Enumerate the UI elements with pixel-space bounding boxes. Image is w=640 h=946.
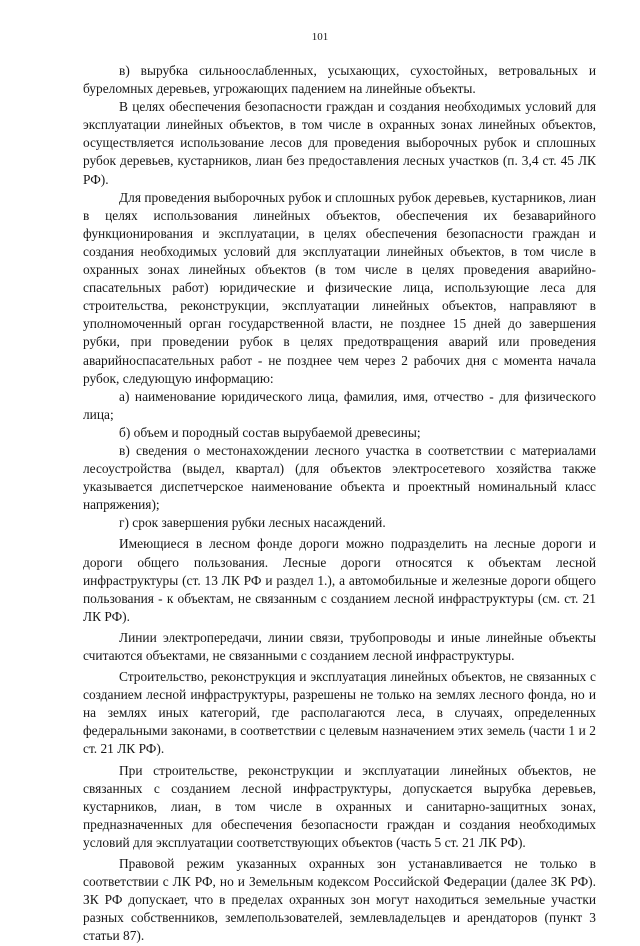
page-body [83,62,596,946]
paragraph-item-v-felling: в) вырубка сильноослабленных, усыхающих, сухостойных, ветровальных и буреломных деревьев, угрожающих падением на линейные объекты. [83,63,596,97]
paragraph-construction: Строительство, реконструкция и эксплуатация линейных объектов, не связанных с созданием лесной инфраструктуры, разрешены не только на землях лесного фонда, но и на землях иных категорий, где располагаются леса, в случаях, определенных федеральными законами, в соответствии с целевым назначением этих земель (части 1 и 2 ст. 21 ЛК РФ). [83,669,596,757]
paragraph-list-a: а) наименование юридического лица, фамилия, имя, отчество - для физического лица; [83,388,596,422]
paragraph-list-b: б) объем и породный состав вырубаемой древесины; [119,424,421,440]
paragraph-felling-procedure: Для проведения выборочных рубок и сплошных рубок деревьев, кустарников, лиан в целях использования линейных объектов, обеспечения их безаварийного функционирования и эксплуатации, в целях обеспечения безопасности граждан и создания необходимых условий для эксплуатации линейных объектов, в том числе в охранных зонах линейных объектов (в том числе в целях проведения аварийно-спасательных работ) юридические и физические лица, использующие леса для строительства, реконструкции, эксплуатации линейных объектов, направляют в уполномоченный орган государственной власти, не позднее 15 дней до завершения рубки, при проведении рубок в целях предотвращения аварий или проведения аварийноспасательных работ - не позднее чем через 2 рабочих дня с момента начала рубок, следующую информацию: [83,189,596,386]
paragraph-felling-allowed: При строительстве, реконструкции и эксплуатации линейных объектов, не связанных с созданием лесной инфраструктуры, допускается вырубка деревьев, кустарников, лиан, в том числе в охранных и санитарно-защитных зонах, предназначенных для обеспечения безопасности граждан и создания необходимых условий для эксплуатации соответствующих объектов (часть 5 ст. 21 ЛК РФ). [83,762,596,850]
paragraph-legal-regime: Правовой режим указанных охранных зон устанавливается не только в соответствии с ЛК РФ, но и Земельным кодексом Российской Федерации (далее ЗК РФ). ЗК РФ допускает, что в пределах охранных зон могут находиться земельные участки разных собственников, землепользователей, землевладельцев и арендаторов (пункт 3 статьи 87). [83,856,596,944]
paragraph-forest-roads: Имеющиеся в лесном фонде дороги можно подразделить на лесные дороги и дороги общего пользования. Лесные дороги относятся к объектам лесной инфраструктуры (ст. 13 ЛК РФ и раздел 1.), а автомобильные и железные дороги общего пользования - к объектам, не связанным с созданием лесной инфраструктуры (см. ст. 21 ЛК РФ). [83,536,596,624]
paragraph-safety-purposes: В целях обеспечения безопасности граждан и создания необходимых условий для эксплуатации линейных объектов, в том числе в охранных зонах линейных объектов, осуществляется использование лесов для проведения выборочных рубок и сплошных рубок деревьев, кустарников, лиан без предоставления лесных участков (п. 3,4 ст. 45 ЛК РФ). [83,99,596,187]
paragraph-list-g: г) срок завершения рубки лесных насаждений. [119,515,386,531]
paragraph-list-v: в) сведения о местонахождении лесного участка в соответствии с материалами лесоустройства (выдел, квартал) (для объектов электросетевого хозяйства также указывается диспетчерское наименование объекта и проектный номинальный класс напряжения); [83,442,596,513]
page-number: 101 [311,31,329,43]
paragraph-power-lines: Линии электропередачи, линии связи, трубопроводы и иные линейные объекты считаются объектами, не связанными с созданием лесной инфраструктуры. [83,629,596,663]
